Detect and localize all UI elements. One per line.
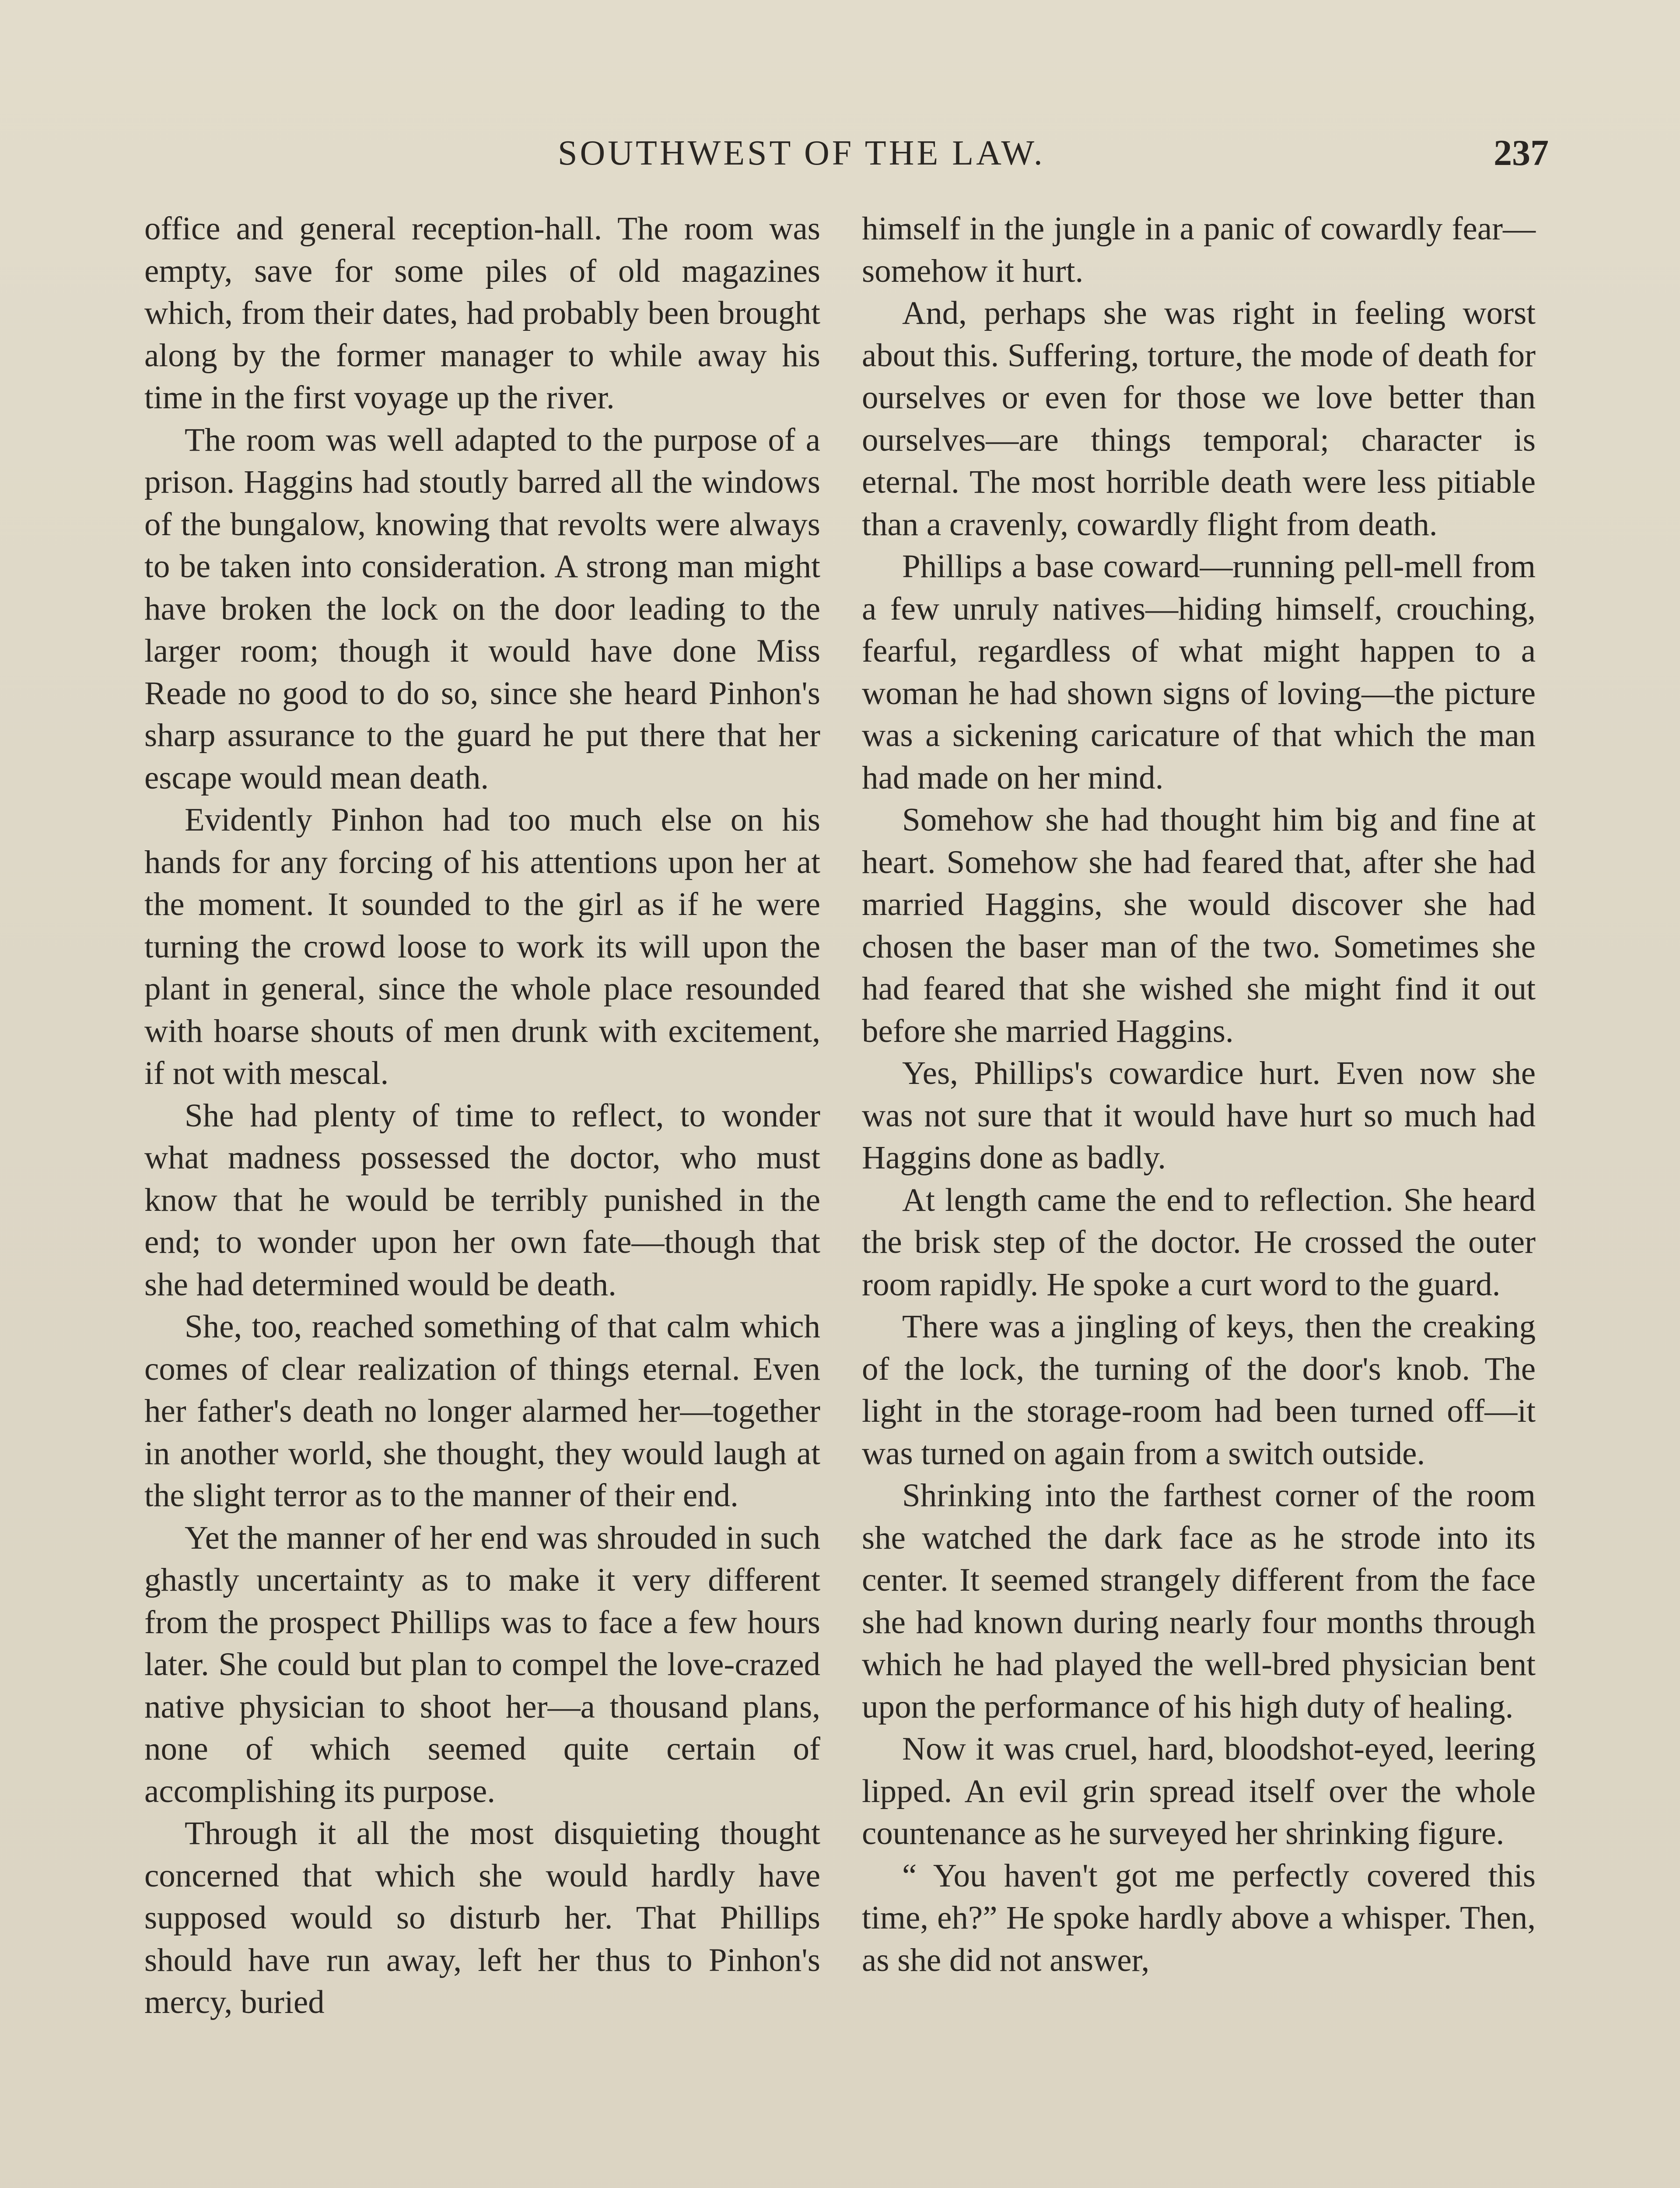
- page-number: 237: [1494, 133, 1549, 173]
- paragraph: Yes, Phillips's cowardice hurt. Even now she was not sure that it would have hurt so much had Haggins done as badly.: [862, 1055, 1536, 1176]
- running-title: SOUTHWEST OF THE LAW.: [558, 134, 1045, 172]
- paragraph: “ You haven't got me perfectly covered this time, eh?” He spoke hardly above a whisper. Then, as she did not answer,: [862, 1857, 1536, 1978]
- page-header: [144, 129, 1549, 177]
- paragraph: Evidently Pinhon had too much else on his hands for any forcing of his attentions upon her at the moment. It sounded to the girl as if he were turning the crowd loose to work its will upon the plant in general, since the whole place resounded with hoarse shouts of men drunk with excitement, if not with mescal.: [144, 802, 820, 1091]
- paragraph: At length came the end to reflection. She heard the brisk step of the doctor. He crossed the outer room rapidly. He spoke a curt word to the guard.: [862, 1182, 1536, 1303]
- paragraph: Somehow she had thought him big and fine at heart. Somehow she had feared that, after she had married Haggins, she would discover she had chosen the baser man of the two. Sometimes she had feared that she wished she might find it out before she married Haggins.: [862, 802, 1536, 1049]
- paragraph: She, too, reached something of that calm which comes of clear realization of things eternal. Even her father's death no longer alarmed her—together in another world, she thought, they would laugh at the slight terror as to the manner of their end.: [144, 1308, 820, 1514]
- paragraph: The room was well adapted to the purpose of a prison. Haggins had stoutly barred all the windows of the bungalow, knowing that revolts were always to be taken into consideration. A strong man might have broken the lock on the door leading to the larger room; though it would have done Miss Reade no good to do so, since she heard Pinhon's sharp assurance to the guard he put there that her escape would mean death.: [144, 421, 820, 796]
- paragraph: Yet the manner of her end was shrouded in such ghastly uncertainty as to make it very different from the prospect Phillips was to face a few hours later. She could but plan to compel the love-crazed native physician to shoot her—a thousand plans, none of which seemed quite certain of accomplishing its purpose.: [144, 1519, 820, 1809]
- paragraph: Now it was cruel, hard, bloodshot-eyed, leering lipped. An evil grin spread itself over the whole countenance as he surveyed her shrinking figure.: [862, 1731, 1536, 1851]
- right-column: [862, 208, 1536, 1981]
- paragraph: Through it all the most disquieting thought concerned that which she would hardly have supposed would so disturb her. That Phillips should have run away, left her thus to Pinhon's mercy, buried: [144, 1815, 820, 2020]
- paragraph: office and general reception-hall. The room was empty, save for some piles of old magazines which, from their dates, had probably been brought along by the former manager to while away his time in the first voyage up the river.: [144, 210, 820, 416]
- paragraph: And, perhaps she was right in feeling worst about this. Suffering, torture, the mode of death for ourselves or even for those we love better than ourselves—are things temporal; character is eternal. The most horrible death were less pitiable than a cravenly, cowardly flight from death.: [862, 295, 1536, 543]
- left-column: [144, 208, 820, 2024]
- paragraph: himself in the jungle in a panic of cowardly fear—somehow it hurt.: [862, 210, 1536, 289]
- paragraph: Phillips a base coward—running pell-mell from a few unruly natives—hiding himself, crouching, fearful, regardless of what might happen to a woman he had shown signs of loving—the picture was a sickening caricature of that which the man had made on her mind.: [862, 548, 1536, 796]
- paragraph: She had plenty of time to reflect, to wonder what madness possessed the doctor, who must know that he would be terribly punished in the end; to wonder upon her own fate—though that she had determined would be death.: [144, 1097, 820, 1303]
- paragraph: Shrinking into the farthest corner of the room she watched the dark face as he strode into its center. It seemed strangely different from the face she had known during nearly four months through which he had played the well-bred physician bent upon the performance of his high duty of healing.: [862, 1477, 1536, 1725]
- paragraph: There was a jingling of keys, then the creaking of the lock, the turning of the door's knob. The light in the storage-room had been turned off—it was turned on again from a switch outside.: [862, 1308, 1536, 1472]
